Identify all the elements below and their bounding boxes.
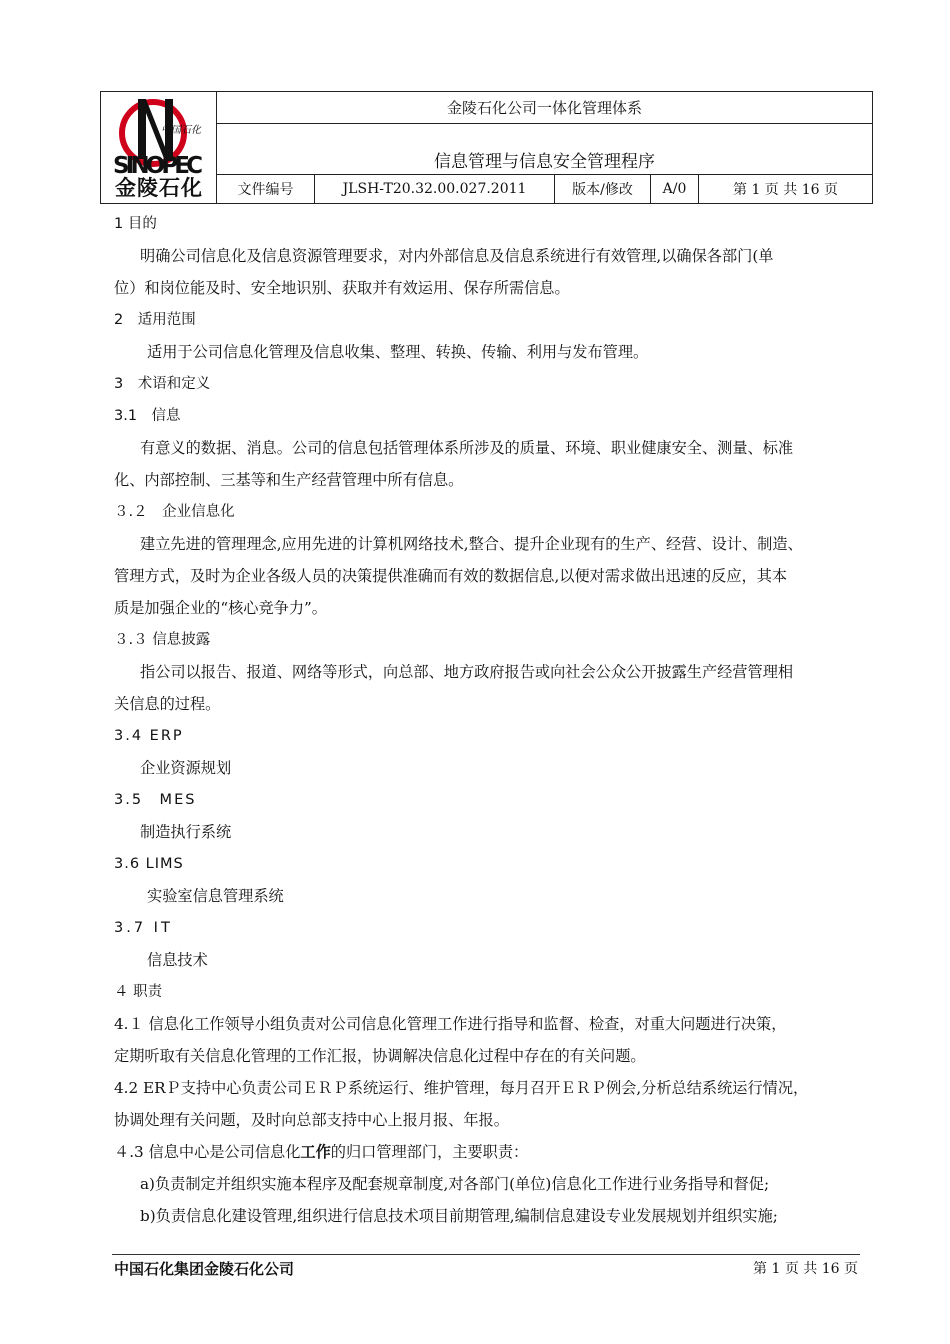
header-table — [100, 91, 873, 204]
paragraph-line: 制造执行系统 — [140, 823, 232, 841]
paragraph-line: 明确公司信息化及信息资源管理要求，对内外部信息及信息系统进行有效管理,以确保各部门(单 — [140, 247, 774, 265]
paragraph-line: 适用于公司信息化管理及信息收集、整理、转换、传输、利用与发布管理。 — [147, 343, 649, 361]
version-value: A/0 — [651, 175, 699, 204]
footer-page-info: 第 1 页 共 16 页 — [753, 1261, 858, 1277]
list-item: a)负责制定并组织实施本程序及配套规章制度,对各部门(单位)信息化工作进行业务指导和督促; — [140, 1175, 770, 1193]
logo-cell — [101, 92, 217, 204]
system-title: 金陵石化公司一体化管理体系 — [217, 92, 873, 124]
sinopec-logo — [101, 93, 217, 203]
section-heading: 3 术语和定义 — [114, 376, 211, 392]
footer-company: 中国石化集团金陵石化公司 — [114, 1260, 295, 1278]
subsection-heading: 3.1 信息 — [114, 408, 181, 424]
document-title: 信息管理与信息安全管理程序 — [217, 124, 873, 175]
sinopec-emblem-icon — [109, 95, 209, 177]
section-heading: ４ 职责 — [114, 984, 163, 1000]
paragraph-line: 实验室信息管理系统 — [147, 887, 284, 905]
version-label: 版本/修改 — [555, 175, 651, 204]
paragraph-line: 4.2 ERＰ支持中心负责公司ＥＲＰ系统运行、维护管理，每月召开ＥＲＰ例会,分析总结系统运行情况， — [114, 1079, 809, 1097]
paragraph-line: 协调处理有关问题，及时向总部支持中心上报月报、年报。 — [114, 1111, 509, 1129]
header-page-info: 第 1 页 共 16 页 — [699, 175, 873, 204]
paragraph-line: 定期听取有关信息化管理的工作汇报，协调解决信息化过程中存在的有关问题。 — [114, 1047, 646, 1065]
doc-no-value: JLSH-T20.32.00.027.2011 — [315, 175, 555, 204]
paragraph-line: 位）和岗位能及时、安全地识别、获取并有效运用、保存所需信息。 — [114, 279, 570, 297]
paragraph-line: 质是加强企业的“核心竞争力”。 — [114, 599, 327, 617]
subsection-heading: 3.7 IT — [114, 920, 173, 936]
subsection-heading: ３.２ 企业信息化 — [114, 504, 235, 520]
paragraph-line: 企业资源规划 — [140, 759, 232, 777]
svg-text:中国石化: 中国石化 — [161, 124, 201, 136]
paragraph-line: 信息技术 — [147, 951, 208, 969]
paragraph-line: 管理方式，及时为企业各级人员的决策提供准确而有效的数据信息,以便对需求做出迅速的反应，其本 — [114, 567, 788, 585]
subsection-heading: 3.6 LIMS — [114, 856, 184, 872]
subsection-heading: 3.4 ERP — [114, 728, 184, 744]
section-heading: 1 目的 — [114, 216, 157, 232]
paragraph-line: 关信息的过程。 — [114, 695, 221, 713]
logo-text: 金陵石化 — [115, 175, 203, 200]
paragraph-line: 有意义的数据、消息。公司的信息包括管理体系所涉及的质量、环境、职业健康安全、测量、标准 — [140, 439, 794, 457]
paragraph-line: 4.１ 信息化工作领导小组负责对公司信息化管理工作进行指导和监督、检查，对重大问题进行决策， — [114, 1015, 787, 1033]
section-heading: 2 适用范围 — [114, 312, 196, 328]
subsection-heading: ３.３ 信息披露 — [114, 632, 211, 648]
svg-text:SINOPEC: SINOPEC — [113, 152, 203, 177]
paragraph-line: ４.3 信息中心是公司信息化工作的归口管理部门，主要职责： — [114, 1143, 529, 1161]
doc-no-label: 文件编号 — [217, 175, 315, 204]
footer-divider — [112, 1254, 860, 1255]
paragraph-line: 建立先进的管理理念,应用先进的计算机网络技术,整合、提升企业现有的生产、经营、设计、制造、 — [140, 535, 803, 553]
paragraph-line: 化、内部控制、三基等和生产经营管理中所有信息。 — [114, 471, 464, 489]
list-item: b)负责信息化建设管理,组织进行信息技术项目前期管理,编制信息建设专业发展规划并组织实施; — [140, 1207, 778, 1225]
subsection-heading: 3.5 MES — [114, 792, 197, 808]
paragraph-line: 指公司以报告、报道、网络等形式，向总部、地方政府报告或向社会公众公开披露生产经营管理相 — [140, 663, 794, 681]
